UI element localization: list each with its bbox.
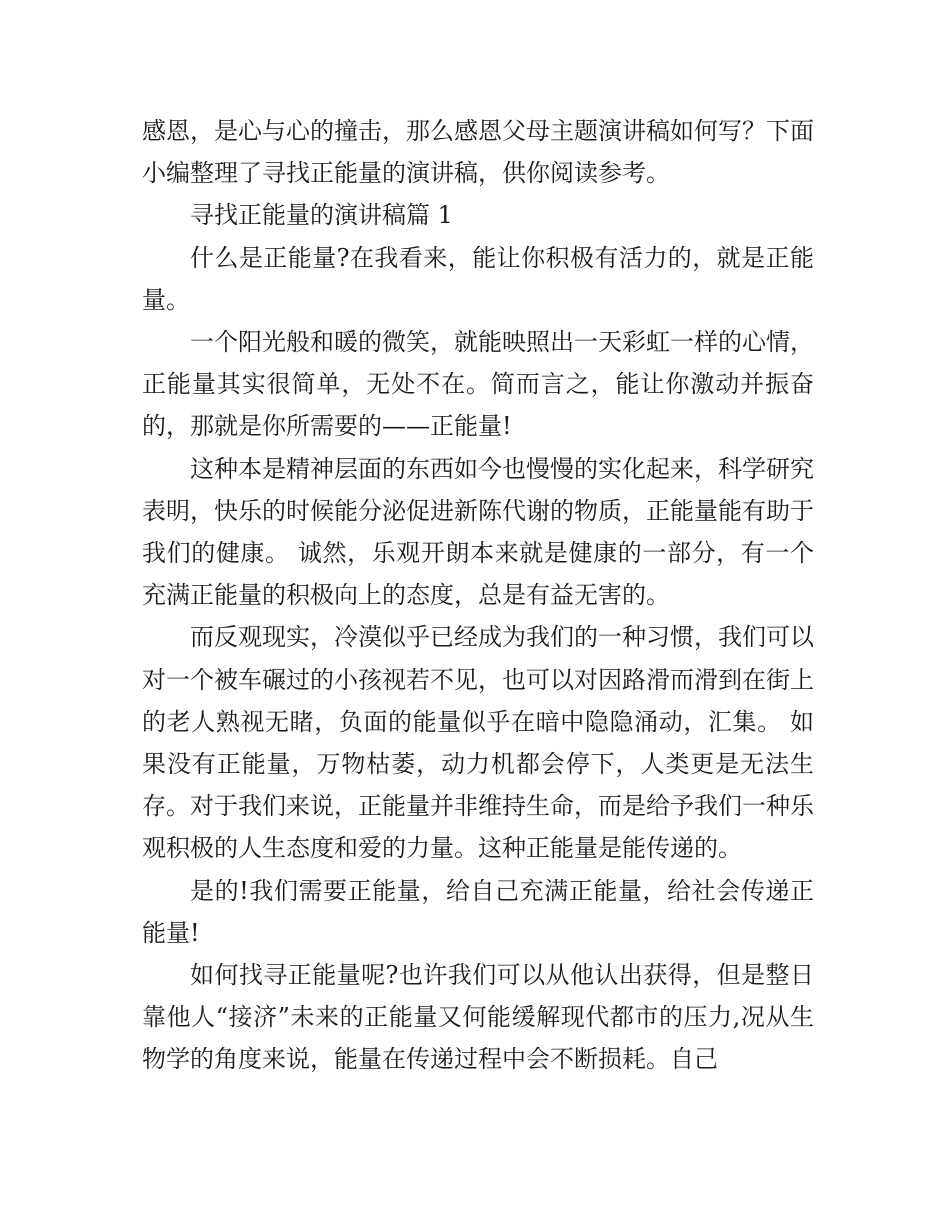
body-paragraph: 如何找寻正能量呢?也许我们可以从他认出获得，但是整日靠他人“接济”未来的正能量又何能缓解现代都市的压力,况从生物学的角度来说，能量在传递过程中会不断损耗。自己: [142, 961, 814, 1074]
body-paragraph: 一个阳光般和暖的微笑，就能映照出一天彩虹一样的心情，正能量其实很简单，无处不在。简而言之，能让你激动并振奋的，那就是你所需要的——正能量!: [142, 328, 814, 441]
body-paragraph: 而反观现实，冷漠似乎已经成为我们的一种习惯，我们可以对一个被车碾过的小孩视若不见，也可以对因路滑而滑到在街上的老人熟视无睹，负面的能量似乎在暗中隐隐涌动，汇集。 如果没有正能量，万物枯萎，动力机都会停下，人类更是无法生存。对于我们来说，正能量并非维持生命，而是给予我们一种乐观积极的人生态度和爱的力量。这种正能量是能传递的。: [142, 623, 814, 863]
body-paragraph: 这种本是精神层面的东西如今也慢慢的实化起来，科学研究表明，快乐的时候能分泌促进新陈代谢的物质，正能量能有助于我们的健康。 诚然，乐观开朗本来就是健康的一部分，有一个充满正能量的积极向上的态度，总是有益无害的。: [142, 454, 814, 610]
section-heading: 寻找正能量的演讲稿篇 1: [190, 201, 453, 230]
document-body: [142, 110, 814, 1081]
body-paragraph: 是的!我们需要正能量，给自己充满正能量，给社会传递正能量!: [142, 876, 814, 947]
body-paragraph: 什么是正能量?在我看来，能让你积极有活力的，就是正能量。: [142, 243, 814, 314]
intro-paragraph: 感恩，是心与心的撞击，那么感恩父母主题演讲稿如何写？下面小编整理了寻找正能量的演讲稿，供你阅读参考。: [142, 117, 814, 188]
